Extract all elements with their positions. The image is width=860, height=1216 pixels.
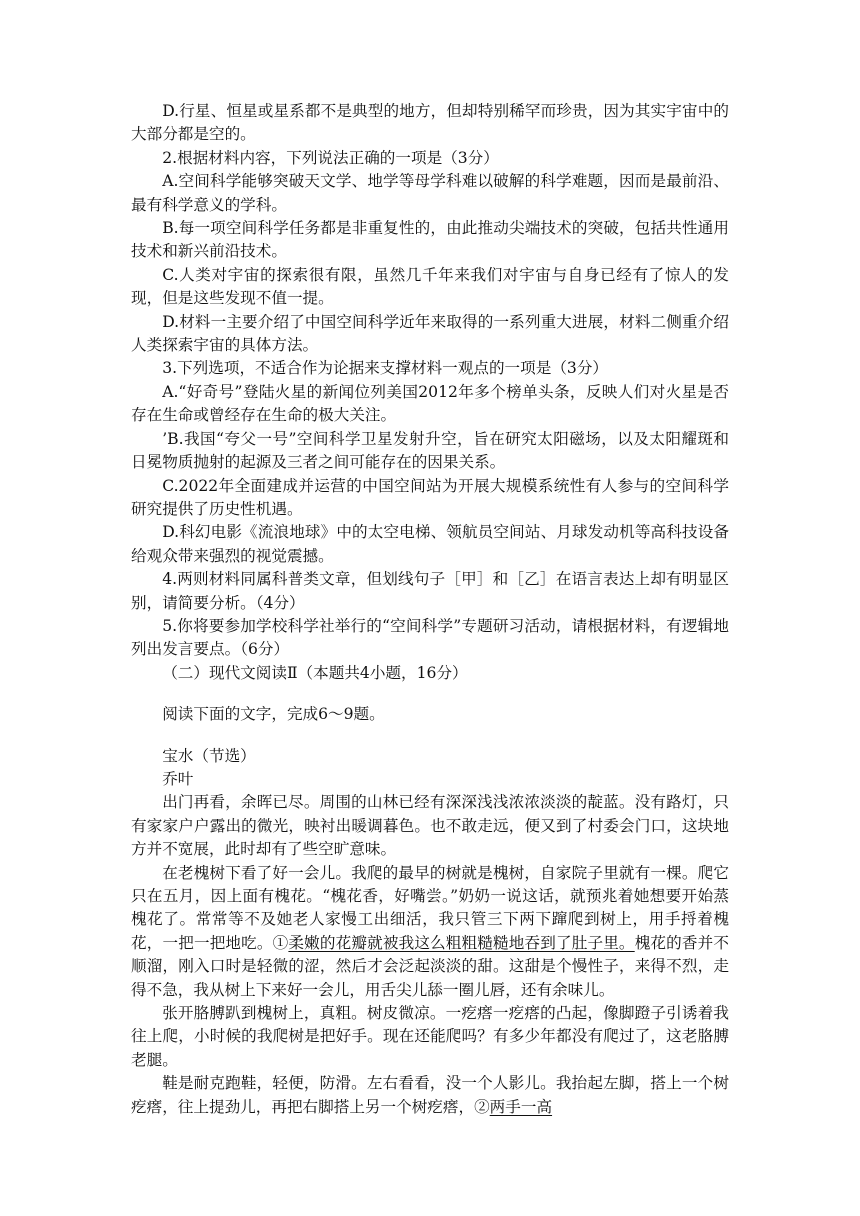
q2-option-b: B.每一项空间科学任务都是非重复性的，由此推动尖端技术的突破，包括共性通用技术和新兴前沿技术。 (131, 219, 729, 261)
q2-option-c: C.人类对宇宙的探索很有限，虽然几千年来我们对宇宙与自身已经有了惊人的发现，但是这些发现不值一提。 (131, 265, 729, 308)
story-p2-text-before: 在老槐树下看了好一会儿。我爬的最早的树就是槐树，自家院子里就有一棵。爬它只在五月，因上面有槐花。“槐花香，好嘴尝。”奶奶一说这话，就预兆着她想要开始蒸槐花了。常常等不及她老人家慢工出细活，我只管三下两下蹿爬到树上，用手捋着槐花，一把一把地吃。① (131, 863, 729, 952)
story-author: 乔叶 (162, 769, 194, 788)
document-page (131, 100, 729, 1119)
q3-stem: 3.下列选项，不适合作为论据来支撑材料一观点的一项是（3分） (162, 359, 609, 378)
q1-option-d: D.行星、恒星或星系都不是典型的地方，但却特别稀罕而珍贵，因为其实宇宙中的大部分都是空的。 (131, 102, 729, 144)
story-p4-text-before: 鞋是耐克跑鞋，轻便，防滑。左右看看，没一个人影儿。我抬起左脚，搭上一个树疙瘩，往上提劲儿，再把右脚搭上另一个树疙瘩，② (131, 1074, 729, 1116)
q3-option-d: D.科幻电影《流浪地球》中的太空电梯、领航员空间站、月球发动机等高科技设备给观众带来强烈的视觉震撼。 (131, 523, 729, 565)
q3-option-b: ’B.我国“夸父一号”空间科学卫星发射升空，旨在研究太阳磁场，以及太阳耀斑和日冕物质抛射的起源及三者之间可能存在的因果关系。 (131, 429, 729, 472)
q4-stem: 4.两则材料同属科普类文章，但划线句子［甲］和［乙］在语言表达上却有明显区别，请简要分析。（4分） (131, 570, 729, 612)
section2-heading: （二）现代文阅读Ⅱ（本题共4小题，16分） (162, 663, 468, 682)
story-paragraph-1: 出门再看，余晖已尽。周围的山林已经有深深浅浅浓浓淡淡的靛蓝。没有路灯，只有家家户户露出的微光，映衬出暖调暮色。也不敢走远，便又到了村委会门口，这块地方并不宽展，此时却有了些空旷意味。 (131, 793, 729, 859)
q3-option-c: C.2022年全面建成并运营的中国空间站为开展大规模系统性有人参与的空间科学研究提供了历史性机遇。 (131, 476, 729, 518)
q2-option-d: D.材料一主要介绍了中国空间科学近年来取得的一系列重大进展，材料二侧重介绍人类探索宇宙的具体方法。 (131, 312, 729, 355)
q2-stem: 2.根据材料内容，下列说法正确的一项是（3分） (162, 148, 499, 167)
story-paragraph-3: 张开胳膊趴到槐树上，真粗。树皮微凉。一疙瘩一疙瘩的凸起，像脚蹬子引诱着我往上爬，小时候的我爬树是把好手。现在还能爬吗？有多少年都没有爬过了，这老胳膊老腿。 (131, 1004, 729, 1069)
story-paragraph-4 (131, 1072, 729, 1119)
underlined-sentence-2: 两手一高 (489, 1097, 553, 1116)
section2-instruction: 阅读下面的文字，完成6～9题。 (162, 705, 385, 724)
q3-option-a: A.“好奇号”登陆火星的新闻位列美国2012年多个榜单头条，反映人们对火星是否存在生命或曾经存在生命的极大关注。 (131, 382, 729, 425)
q5-stem: 5.你将要参加学校科学社举行的“空间科学”专题研习活动，请根据材料，有逻辑地列出发言要点。（6分） (131, 616, 729, 659)
story-title: 宝水（节选） (162, 746, 256, 765)
q2-option-a: A.空间科学能够突破天文学、地学等母学科难以破解的科学难题，因而是最前沿、最有科学意义的学科。 (131, 172, 729, 214)
story-paragraph-2 (131, 862, 729, 1002)
underlined-sentence-1: 柔嫩的花瓣就被我这么粗粗糙糙地吞到了肚子里。 (288, 933, 635, 952)
story-p2-text-after: 槐花的香并不顺溜，刚入口时是轻微的涩，然后才会泛起淡淡的甜。这甜是个慢性子，来得不烈，走得不急，我从树上下来好一会儿，用舌尖儿舔一圈儿唇，还有余味儿。 (131, 933, 729, 999)
